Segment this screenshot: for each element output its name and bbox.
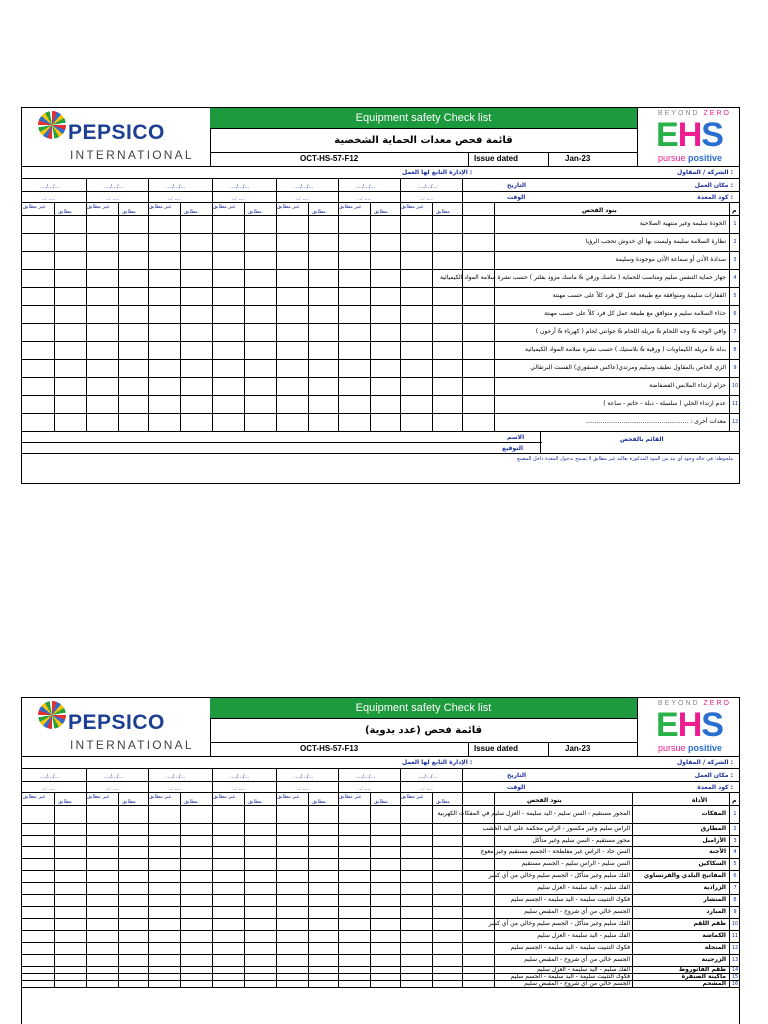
check-item: فكوك التثبيت سليمة - اليد سليمة - الجسم سليم [510, 896, 630, 903]
col-divider [308, 202, 309, 431]
tool-name: الزرجينة [701, 956, 726, 963]
time-field[interactable]: ..: .... [232, 786, 245, 792]
table-row [22, 359, 739, 360]
col-divider [540, 431, 541, 453]
tool-name: ماكينة الصنفرة [681, 972, 726, 980]
tool-name: الأجنة [709, 848, 726, 855]
ok-header: مطابق [58, 209, 72, 215]
table-row [22, 269, 739, 270]
date-field[interactable]: ..../.../... [166, 774, 186, 780]
form-header [22, 108, 739, 167]
col-divider [432, 792, 433, 987]
date-field[interactable]: ..../.../... [104, 184, 124, 190]
tool-name: المبارد [706, 908, 726, 915]
row-number: 11 [731, 401, 739, 407]
tool-name: الكماشة [702, 932, 726, 939]
ok-header: مطابق [248, 209, 262, 215]
row-number: 4 [733, 275, 737, 281]
table-row [22, 980, 739, 981]
divider [22, 202, 739, 203]
form-title-en: Equipment safety Check list [210, 698, 637, 718]
ok-header: مطابق [184, 799, 198, 805]
row-number: 1 [733, 221, 737, 227]
form-title-ar: قائمة فحص (عدد يدوية) [210, 718, 637, 743]
row-number: 8 [733, 347, 737, 353]
nok-header: غير مطابق [277, 794, 300, 800]
tools-header: الأداة [692, 797, 708, 804]
checklist-form-hand-tools [21, 697, 740, 1024]
table-row [22, 835, 739, 836]
check-item: الجسم خالي من أي شروخ - المقبض سليم [524, 956, 630, 963]
col-divider [308, 792, 309, 987]
row-number: 6 [733, 873, 737, 879]
row-number: 10 [731, 383, 739, 389]
row-number: 7 [733, 885, 737, 891]
col-divider [370, 202, 371, 431]
date-field[interactable]: ..../.../... [166, 184, 186, 190]
tool-name: المنشار [703, 896, 726, 903]
signature-label: التوقيع [502, 445, 523, 452]
table-row [22, 942, 739, 943]
row-number: 5 [733, 861, 737, 867]
company-label: الشركة / المقاول : [677, 759, 733, 766]
ok-header: مطابق [374, 799, 388, 805]
nok-header: غير مطابق [87, 204, 110, 210]
table-row [22, 966, 739, 967]
date-field[interactable]: ..../.../... [418, 184, 438, 190]
table-row [22, 987, 739, 988]
check-item: جهاز حماية التنفس سليم ومناسب للحماية ( ماسك ورقي & ماسك مزود بفلتر ) حسب نشرة سلامة المواد الكيميائية [439, 274, 726, 281]
check-item: القفازات سليمة ومتوافقة مع طبيعة عمل كل فرد كلاً على حسب مهنتة [552, 292, 726, 299]
row-number: 6 [733, 311, 737, 317]
check-item: حزام ارتداء الملابس الفضفاضة [649, 382, 726, 389]
table-row [22, 918, 739, 919]
row-number: 10 [731, 921, 739, 927]
col-divider [244, 202, 245, 431]
issue-date: Jan-23 [565, 744, 591, 753]
row-number: 15 [731, 973, 739, 980]
ehs-logo: BEYOND ZERO EHS pursue positive [637, 698, 740, 756]
nok-header: غير مطابق [149, 204, 172, 210]
check-item: سدادة الأذن أو سماعة الأذن موجودة وسليمة [615, 256, 726, 263]
col-divider [370, 792, 371, 987]
ok-header: مطابق [312, 799, 326, 805]
row-number: 9 [733, 365, 737, 371]
col-divider [54, 202, 55, 431]
table-row [22, 882, 739, 883]
check-item: فكوك التثبيت سليمة - اليد سليمة - الجسم سليم [510, 944, 630, 951]
ok-header: مطابق [312, 209, 326, 215]
table-row [22, 377, 739, 378]
logo-text: PEPSICO [68, 711, 165, 734]
date-label: التاريخ [507, 772, 527, 779]
nok-header: غير مطابق [339, 204, 362, 210]
tool-name: المنجلة [704, 944, 726, 951]
name-label: الاسم [507, 434, 525, 441]
time-field[interactable]: ..: .... [106, 786, 119, 792]
time-field[interactable]: ..: .... [106, 196, 119, 202]
date-field[interactable]: ..../.../... [40, 774, 60, 780]
time-label: الوقت [507, 784, 526, 791]
divider [22, 178, 739, 179]
table-row [22, 323, 739, 324]
date-field[interactable]: ..../.../... [104, 774, 124, 780]
table-row [22, 341, 739, 342]
date-field[interactable]: ..../.../... [418, 774, 438, 780]
col-divider [118, 792, 119, 987]
nok-header: غير مطابق [87, 794, 110, 800]
tool-name: طقم اللقم [693, 920, 726, 927]
ok-header: مطابق [436, 799, 450, 805]
date-field[interactable]: ..../.../... [294, 184, 314, 190]
check-item: الراس سليم وغير مكسور - الراس محكمة على اليد الخشب [482, 825, 630, 832]
num-header: م [732, 207, 737, 214]
divider [22, 215, 739, 216]
form-code-row [210, 742, 637, 757]
row-number: 4 [733, 849, 737, 855]
date-field[interactable]: ..../.../... [230, 774, 250, 780]
form-header [22, 698, 739, 757]
check-item: الفك سليم - اليد سليمة - العزل سليم [537, 965, 630, 973]
row-number: 5 [733, 293, 737, 299]
table-row [22, 858, 739, 859]
col-divider [180, 792, 181, 987]
check-item: محور مستقيم - السن سليم وغير متآكل [532, 836, 630, 844]
date-field[interactable]: ..../.../... [230, 184, 250, 190]
check-item: حذاء السلامة سليم و متوافق مع طبيعة عمل كل فرد كلاً على حسب مهنتة [544, 310, 726, 317]
row-number: 2 [733, 826, 737, 832]
row-number: 8 [733, 897, 737, 903]
footer-note: ملحوظة: في حالة وجود أي بند من البنود المذكورة بعاليه غير مطابق لا يسمح بدخول المعدة داخل المصنع [517, 456, 733, 462]
table-row [22, 287, 739, 288]
nok-header: غير مطابق [213, 794, 236, 800]
logo-subtext: INTERNATIONAL [70, 738, 194, 752]
time-field[interactable]: ..: .... [42, 786, 55, 792]
divider [22, 442, 542, 443]
site-label: مكان العمل : [694, 772, 733, 779]
date-label: التاريخ [507, 182, 527, 189]
row-number: 16 [731, 980, 739, 987]
equip-code-label: كود المعدة : [697, 194, 733, 201]
row-number: 11 [731, 933, 739, 939]
divider [22, 191, 739, 192]
time-field[interactable]: ..: .... [420, 786, 433, 792]
row-number: 2 [733, 239, 737, 245]
ok-header: مطابق [122, 799, 136, 805]
time-field[interactable]: ..: .... [232, 196, 245, 202]
col-divider [54, 792, 55, 987]
pepsico-logo [22, 108, 211, 166]
time-label: الوقت [507, 194, 526, 201]
pepsico-logo [22, 698, 211, 756]
ehs-logo: BEYOND ZERO EHS pursue positive [637, 108, 740, 166]
row-number: 12 [731, 945, 739, 951]
check-item: معدات أخرى : ...................................................... [585, 418, 726, 425]
tool-name: الأزاميل [702, 836, 726, 844]
col-divider [118, 202, 119, 431]
check-item: الجسم خالي من أي شروخ - المقبض سليم [524, 979, 630, 987]
issue-date: Jan-23 [565, 154, 591, 163]
nok-header: غير مطابق [339, 794, 362, 800]
table-row [22, 413, 739, 414]
check-item: نظارة السلامة سليمة وليست بها أي خدوش تحجب الرؤيا [585, 238, 726, 245]
form-code: OCT-HS-57-F13 [300, 744, 359, 753]
date-field[interactable]: ..../.../... [356, 774, 376, 780]
check-item: السن حاد - الراس غير مفلطحة - الجسم مستقيم وغير معوج [480, 848, 630, 855]
row-number: 3 [733, 837, 737, 844]
num-header: م [732, 797, 737, 804]
check-item: الفك سليم وغير متآكل - الجسم سليم وخالي من أي كسر [488, 872, 630, 879]
divider [22, 453, 739, 454]
form-title-en: Equipment safety Check list [210, 108, 637, 128]
row-number: 9 [733, 909, 737, 915]
nok-header: غير مطابق [23, 204, 46, 210]
nok-header: غير مطابق [149, 794, 172, 800]
check-item: فكوك التثبيت سليمة - اليد سليمة - الجسم سليم [510, 972, 630, 980]
row-number: 1 [733, 811, 737, 817]
time-field[interactable]: ..: .... [168, 196, 181, 202]
tool-name: المفكات [701, 810, 726, 817]
table-row [22, 431, 739, 432]
row-number: 12 [731, 419, 739, 425]
items-header: بنود الفحص [582, 207, 617, 214]
check-item: الجسم خالي من أي شروخ - المقبض سليم [524, 908, 630, 915]
time-field[interactable]: ..: .... [296, 196, 309, 202]
nok-header: غير مطابق [213, 204, 236, 210]
check-item: الفك سليم - اليد سليمة - العزل سليم [537, 884, 630, 891]
check-item: الزي الخاص بالمقاول نظيف وسليم ومرتدي(عاكس فسفوري) الفست البرتقالي [530, 364, 726, 371]
table-row [22, 233, 739, 234]
row-number: 7 [733, 329, 737, 335]
check-item: عدم ارتداء الحلي ( سلسلة - دبلة - خاتم - ساعة ) [603, 400, 726, 407]
table-row [22, 954, 739, 955]
ok-header: مطابق [436, 209, 450, 215]
time-field[interactable]: ..: .... [42, 196, 55, 202]
check-item: واقي الوجه & وجه اللحام & مريلة اللحام & جوانتي لحام ( كهرباء & أرجون ) [535, 328, 726, 335]
table-row [22, 395, 739, 396]
time-field[interactable]: ..: .... [358, 786, 371, 792]
tool-name: المشحم [702, 979, 726, 987]
table-row [22, 930, 739, 931]
divider [22, 781, 739, 782]
form-code: OCT-HS-57-F12 [300, 154, 359, 163]
ok-header: مطابق [374, 209, 388, 215]
nok-header: غير مطابق [401, 204, 424, 210]
form-title-ar: قائمة فحص معدات الحماية الشخصية [210, 128, 637, 153]
table-row [22, 251, 739, 252]
check-item: الفك سليم وغير متآكل - الجسم سليم وخالي من أي كسر [488, 920, 630, 927]
divider [22, 768, 739, 769]
time-field[interactable]: ..: .... [420, 196, 433, 202]
table-row [22, 823, 739, 824]
check-item: السن سليم - الراس سليم - الجسم مستقيم [521, 860, 630, 867]
ok-header: مطابق [58, 799, 72, 805]
check-item: المحور مستقيم - السن سليم - اليد سليمة - العزل سليم في المفكات الكهربية [437, 810, 630, 817]
checklist-form-ppe [21, 107, 740, 484]
company-label: الشركة / المقاول : [677, 169, 733, 176]
time-field[interactable]: ..: .... [168, 786, 181, 792]
ok-header: مطابق [248, 799, 262, 805]
inspector-label: القائم بالفحص [620, 436, 664, 443]
table-row [22, 846, 739, 847]
date-field[interactable]: ..../.../... [40, 184, 60, 190]
dept-label: الإدارة التابع لها العمل : [402, 759, 473, 766]
col-divider [632, 792, 633, 987]
table-row [22, 870, 739, 871]
tool-name: طقم الفاتوروط [678, 965, 726, 973]
tool-name: المفاتيح البلدي والفرنساوي [643, 872, 726, 879]
check-item: الفك سليم - اليد سليمة - العزل سليم [537, 932, 630, 939]
nok-header: غير مطابق [277, 204, 300, 210]
row-number: 14 [731, 966, 739, 973]
pepsico-globe-icon [38, 701, 66, 729]
check-item: الخوذة سليمة وغير منتهية الصلاحية [639, 220, 726, 227]
form-code-row [210, 152, 637, 167]
logo-subtext: INTERNATIONAL [70, 148, 194, 162]
tool-name: المطارق [700, 825, 726, 832]
col-divider [244, 792, 245, 987]
issue-label: Issue dated [474, 744, 519, 753]
divider [22, 805, 739, 806]
tool-name: السكاكين [698, 860, 726, 867]
logo-text: PEPSICO [68, 121, 165, 144]
site-label: مكان العمل : [694, 182, 733, 189]
col-divider [432, 202, 433, 431]
ok-header: مطابق [122, 209, 136, 215]
table-row [22, 973, 739, 974]
row-number: 3 [733, 257, 737, 263]
table-row [22, 305, 739, 306]
date-field[interactable]: ..../.../... [294, 774, 314, 780]
row-number: 13 [731, 957, 739, 963]
date-field[interactable]: ..../.../... [356, 184, 376, 190]
time-field[interactable]: ..: .... [358, 196, 371, 202]
items-header: بنود الفحص [527, 797, 562, 804]
pepsico-globe-icon [38, 111, 66, 139]
ok-header: مطابق [184, 209, 198, 215]
time-field[interactable]: ..: .... [296, 786, 309, 792]
dept-label: الإدارة التابع لها العمل : [402, 169, 473, 176]
tool-name: الزرادية [703, 884, 726, 891]
check-item: بدلة & مريلة الكيماويات ( ورقية & بلاستيك ) حسب نشرة سلامة المواد الكيميائية [525, 346, 726, 353]
table-row [22, 906, 739, 907]
table-row [22, 894, 739, 895]
col-divider [180, 202, 181, 431]
nok-header: غير مطابق [401, 794, 424, 800]
issue-label: Issue dated [474, 154, 519, 163]
nok-header: غير مطابق [23, 794, 46, 800]
equip-code-label: كود المعدة : [697, 784, 733, 791]
